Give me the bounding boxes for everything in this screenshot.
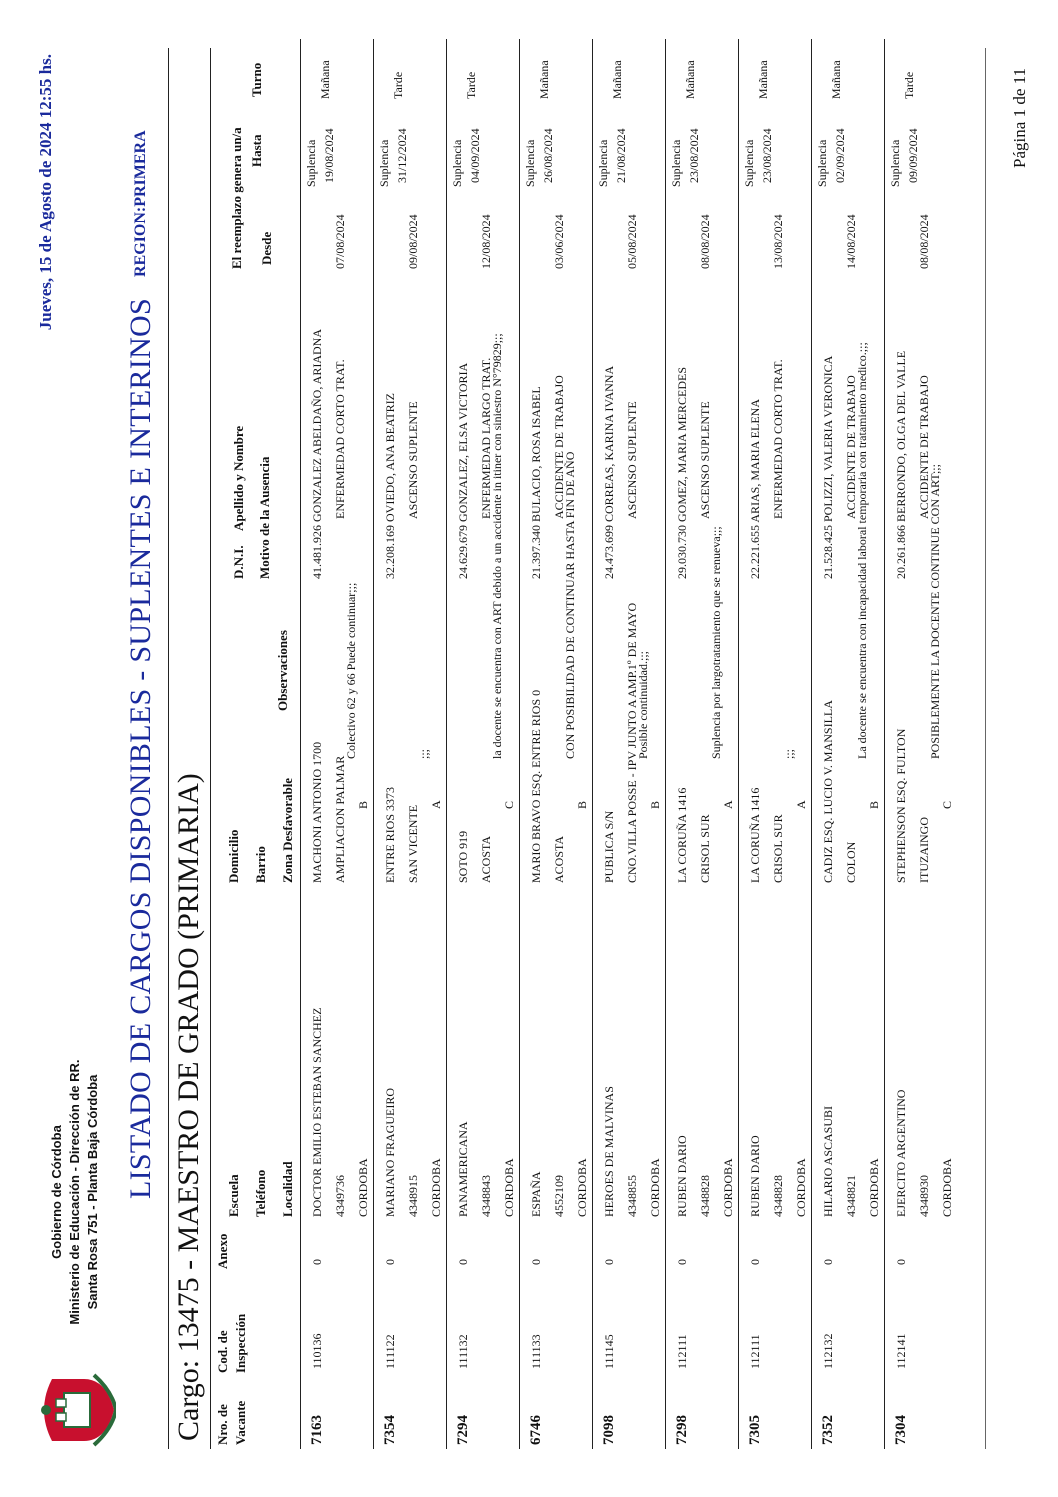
header-observaciones: Observaciones bbox=[275, 630, 290, 711]
inspeccion-code: 111122 bbox=[383, 1334, 397, 1369]
escuela-telefono: 4552109 bbox=[552, 1175, 566, 1217]
turno: Mañana bbox=[756, 60, 770, 99]
row-divider bbox=[592, 39, 593, 1449]
domicilio: SOTO 919 bbox=[456, 830, 470, 883]
motivo-ausencia: ACCIDENTE DE TRABAJO bbox=[552, 375, 566, 519]
turno: Tarde bbox=[464, 71, 478, 99]
row-divider bbox=[884, 39, 885, 1449]
header-anexo: Anexo bbox=[215, 1233, 230, 1269]
escuela-telefono: 4348828 bbox=[698, 1175, 712, 1217]
zona-desfavorable: C bbox=[940, 800, 954, 809]
escuela-telefono: 4349736 bbox=[333, 1175, 347, 1217]
observaciones: La docente se encuentra con incapacidad laboral temporaria con tratamiento medico.;;; bbox=[855, 342, 869, 759]
fecha-desde: 08/08/2024 bbox=[698, 214, 712, 269]
gov-line-1: Gobierno de Córdoba bbox=[49, 1125, 64, 1259]
turno: Tarde bbox=[391, 71, 405, 99]
fecha-desde: 14/08/2024 bbox=[844, 214, 858, 269]
dni-apellido-nombre: 24.473.699 CORREAS, KARINA IVANNA bbox=[602, 365, 616, 579]
fecha-desde: 03/06/2024 bbox=[552, 214, 566, 269]
inspeccion-code: 112132 bbox=[821, 1333, 835, 1369]
escuela-localidad: CORDOBA bbox=[648, 1158, 662, 1217]
zona-desfavorable: A bbox=[721, 800, 735, 809]
table-row bbox=[300, 39, 372, 1449]
fecha-desde: 08/08/2024 bbox=[917, 214, 931, 269]
header-divider bbox=[168, 48, 169, 1449]
reemplazo-tipo: Suplencia bbox=[523, 139, 537, 187]
table-row bbox=[665, 39, 737, 1449]
row-divider bbox=[738, 39, 739, 1449]
escuela-localidad: CORDOBA bbox=[429, 1158, 443, 1217]
header-domicilio: Domicilio Barrio Zona Desfavorable bbox=[226, 777, 295, 883]
anexo-value: 0 bbox=[748, 1259, 762, 1265]
reemplazo-tipo: Suplencia bbox=[669, 139, 683, 187]
barrio: CNO.VILLA POSSE - IPV JUNTO A AMP.1º DE MAYO bbox=[625, 602, 639, 883]
table-row bbox=[446, 39, 518, 1449]
fecha-hasta: 31/12/2024 bbox=[395, 128, 409, 183]
dni-apellido-nombre: 32.208.169 OVIEDO, ANA BEATRIZ bbox=[383, 393, 397, 579]
reemplazo-tipo: Suplencia bbox=[450, 139, 464, 187]
escuela-name: ESPAÑA bbox=[529, 1171, 543, 1217]
domicilio: MACHONI ANTONIO 1700 bbox=[310, 741, 324, 883]
fecha-desde: 09/08/2024 bbox=[406, 214, 420, 269]
inspeccion-code: 111145 bbox=[602, 1334, 616, 1369]
vacante-number: 7305 bbox=[747, 1415, 763, 1445]
zona-desfavorable: B bbox=[648, 800, 662, 809]
escuela-localidad: CORDOBA bbox=[575, 1158, 589, 1217]
gov-line-2: Ministerio de Educación - Dirección de RR. bbox=[67, 1059, 82, 1325]
barrio: ACOSTA bbox=[552, 835, 566, 883]
domicilio: MARIO BRAVO ESQ. ENTRE RIOS 0 bbox=[529, 689, 543, 883]
turno: Mañana bbox=[683, 60, 697, 99]
zona-desfavorable: A bbox=[429, 800, 443, 809]
barrio: AMPLIACION PALMAR bbox=[333, 755, 347, 883]
inspeccion-code: 111133 bbox=[529, 1334, 543, 1369]
header-hasta: Hasta bbox=[249, 134, 264, 167]
gov-line-3: Santa Rosa 751 - Planta Baja Córdoba bbox=[85, 1074, 100, 1310]
motivo-ausencia: ENFERMEDAD CORTO TRAT. bbox=[333, 359, 347, 519]
inspeccion-code: 111132 bbox=[456, 1334, 470, 1369]
dni-apellido-nombre: 21.528.425 POLIZZI, VALERIA VERONICA bbox=[821, 355, 835, 579]
barrio: ITUZAINGO bbox=[917, 817, 931, 883]
cargo-title: Cargo: 13475 - MAESTRO DE GRADO (PRIMARIA) bbox=[172, 773, 205, 1441]
escuela-telefono: 4348843 bbox=[479, 1175, 493, 1217]
anexo-value: 0 bbox=[529, 1259, 543, 1265]
vacante-number: 6746 bbox=[528, 1415, 544, 1445]
domicilio: PUBLICA S/N bbox=[602, 810, 616, 883]
escuela-telefono: 4348821 bbox=[844, 1175, 858, 1217]
anexo-value: 0 bbox=[821, 1259, 835, 1265]
header-motivo: Motivo de la Ausencia bbox=[257, 456, 272, 579]
page-title: LISTADO DE CARGOS DISPONIBLES - SUPLENTES E INTERINOS bbox=[124, 297, 157, 1200]
dni-apellido-nombre: 24.629.679 GONZALEZ, ELSA VICTORIA bbox=[456, 362, 470, 579]
escuela-localidad: CORDOBA bbox=[794, 1158, 808, 1217]
escuela-telefono: 4348828 bbox=[771, 1175, 785, 1217]
escuela-telefono: 4348855 bbox=[625, 1175, 639, 1217]
vacante-number: 7098 bbox=[601, 1415, 617, 1445]
inspeccion-code: 112111 bbox=[748, 1334, 762, 1369]
fecha-hasta: 26/08/2024 bbox=[541, 128, 555, 183]
fecha-desde: 07/08/2024 bbox=[333, 214, 347, 269]
fecha-hasta: 23/08/2024 bbox=[760, 128, 774, 183]
escuela-telefono: 4348915 bbox=[406, 1175, 420, 1217]
cordoba-coat-of-arms-icon bbox=[34, 1371, 116, 1449]
row-divider bbox=[300, 39, 301, 1449]
table-row bbox=[811, 39, 883, 1449]
table-row bbox=[592, 39, 664, 1449]
reemplazo-tipo: Suplencia bbox=[304, 139, 318, 187]
observaciones: POSIBLEMENTE LA DOCENTE CONTINUE CON ART;;; bbox=[928, 464, 942, 759]
vacante-number: 7352 bbox=[820, 1415, 836, 1445]
vacante-number: 7298 bbox=[674, 1415, 690, 1445]
report-date: Jueves, 15 de Agosto de 2024 12:55 hs. bbox=[36, 54, 55, 331]
vacante-number: 7163 bbox=[309, 1415, 325, 1445]
fecha-hasta: 09/09/2024 bbox=[906, 128, 920, 183]
inspeccion-code: 112111 bbox=[675, 1334, 689, 1369]
observaciones: la docente se encuentra con ART debido a un accidente in itiner con siniestro N°79829;;; bbox=[490, 333, 504, 759]
fecha-desde: 12/08/2024 bbox=[479, 214, 493, 269]
table-row bbox=[738, 39, 810, 1449]
ministry-header bbox=[48, 1027, 102, 1357]
reemplazo-tipo: Suplencia bbox=[815, 139, 829, 187]
domicilio: LA CORUÑA 1416 bbox=[675, 787, 689, 883]
header-dni: D.N.I. bbox=[231, 545, 246, 579]
row-divider bbox=[665, 39, 666, 1449]
barrio: CRISOL SUR bbox=[771, 814, 785, 883]
turno: Mañana bbox=[829, 60, 843, 99]
footer-divider bbox=[985, 48, 986, 1449]
escuela-name: HEROES DE MALVINAS bbox=[602, 1086, 616, 1217]
table-row bbox=[373, 39, 445, 1449]
anexo-value: 0 bbox=[383, 1259, 397, 1265]
turno: Tarde bbox=[902, 71, 916, 99]
zona-desfavorable: B bbox=[575, 800, 589, 809]
observaciones: CON POSIBILIDAD DE CONTINUAR HASTA FIN DE AÑO bbox=[563, 451, 577, 759]
dni-apellido-nombre: 20.261.866 BERRONDO, OLGA DEL VALLE bbox=[894, 350, 908, 579]
fecha-hasta: 21/08/2024 bbox=[614, 128, 628, 183]
table-row bbox=[519, 39, 591, 1449]
row-divider bbox=[811, 39, 812, 1449]
escuela-name: EJERCITO ARGENTINO bbox=[894, 1089, 908, 1217]
escuela-name: DOCTOR EMILIO ESTEBAN SANCHEZ bbox=[310, 1007, 324, 1217]
escuela-name: PANAMERICANA bbox=[456, 1121, 470, 1217]
anexo-value: 0 bbox=[456, 1259, 470, 1265]
escuela-localidad: CORDOBA bbox=[721, 1158, 735, 1217]
escuela-localidad: CORDOBA bbox=[940, 1158, 954, 1217]
escuela-name: RUBEN DARIO bbox=[748, 1135, 762, 1217]
anexo-value: 0 bbox=[310, 1259, 324, 1265]
zona-desfavorable: B bbox=[356, 800, 370, 809]
observaciones: Posible continuidad.;;; bbox=[636, 651, 650, 759]
escuela-telefono: 4348930 bbox=[917, 1175, 931, 1217]
escuela-localidad: CORDOBA bbox=[502, 1158, 516, 1217]
turno: Mañana bbox=[610, 60, 624, 99]
domicilio: LA CORUÑA 1416 bbox=[748, 787, 762, 883]
motivo-ausencia: ACCIDENTE DE TRABAJO bbox=[844, 375, 858, 519]
motivo-ausencia: ACCIDENTE DE TRABAJO bbox=[917, 375, 931, 519]
fecha-desde: 13/08/2024 bbox=[771, 214, 785, 269]
barrio: SAN VICENTE bbox=[406, 804, 420, 883]
zona-desfavorable: A bbox=[794, 800, 808, 809]
inspeccion-code: 112141 bbox=[894, 1333, 908, 1369]
barrio: CRISOL SUR bbox=[698, 814, 712, 883]
zona-desfavorable: C bbox=[502, 800, 516, 809]
page-number: Página 1 de 11 bbox=[1010, 68, 1029, 168]
anexo-value: 0 bbox=[602, 1259, 616, 1265]
anexo-value: 0 bbox=[675, 1259, 689, 1265]
fecha-hasta: 02/09/2024 bbox=[833, 128, 847, 183]
reemplazo-tipo: Suplencia bbox=[888, 139, 902, 187]
vacante-number: 7354 bbox=[382, 1415, 398, 1445]
dni-apellido-nombre: 22.221.655 ARIAS, MARIA ELENA bbox=[748, 398, 762, 579]
vacante-number: 7294 bbox=[455, 1415, 471, 1445]
escuela-name: HILARIO ASCASUBI bbox=[821, 1105, 835, 1217]
observaciones: ;;; bbox=[417, 748, 431, 759]
reemplazo-tipo: Suplencia bbox=[742, 139, 756, 187]
row-divider bbox=[519, 39, 520, 1449]
motivo-ausencia: ENFERMEDAD CORTO TRAT. bbox=[771, 359, 785, 519]
escuela-localidad: CORDOBA bbox=[356, 1158, 370, 1217]
header-nro: Nro. de Vacante bbox=[215, 1400, 248, 1445]
table-row bbox=[884, 39, 956, 1449]
turno: Mañana bbox=[537, 60, 551, 99]
header-turno: Turno bbox=[249, 62, 264, 97]
domicilio: STEPHENSON ESQ. FULTON bbox=[894, 728, 908, 883]
anexo-value: 0 bbox=[894, 1259, 908, 1265]
reemplazo-tipo: Suplencia bbox=[596, 139, 610, 187]
turno: Mañana bbox=[318, 60, 332, 99]
dni-apellido-nombre: 29.030.730 GOMEZ, MARIA MERCEDES bbox=[675, 366, 689, 579]
motivo-ausencia: ASCENSO SUPLENTE bbox=[625, 401, 639, 519]
row-divider bbox=[446, 39, 447, 1449]
observaciones: ;;; bbox=[782, 748, 796, 759]
dni-apellido-nombre: 41.481.926 GONZALEZ ABELDAÑO, ARIADNA bbox=[310, 329, 324, 579]
motivo-ausencia: ENFERMEDAD LARGO TRAT. bbox=[479, 357, 493, 519]
escuela-localidad: CORDOBA bbox=[867, 1158, 881, 1217]
fecha-hasta: 23/08/2024 bbox=[687, 128, 701, 183]
row-divider bbox=[373, 39, 374, 1449]
zona-desfavorable: B bbox=[867, 800, 881, 809]
header-cod: Cod. de Inspección bbox=[215, 1313, 248, 1373]
header-escuela: Escuela Teléfono Localidad bbox=[226, 1161, 295, 1217]
domicilio: ENTRE RIOS 3373 bbox=[383, 787, 397, 883]
dni-apellido-nombre: 21.397.340 BULACIO, ROSA ISABEL bbox=[529, 386, 543, 579]
header-apellido: Apellido y Nombre bbox=[231, 425, 246, 531]
reemplazo-tipo: Suplencia bbox=[377, 139, 391, 187]
motivo-ausencia: ASCENSO SUPLENTE bbox=[406, 401, 420, 519]
escuela-name: MARIANO FRAGUEIRO bbox=[383, 1087, 397, 1217]
observaciones: Colectivo 62 y 66 Puede continuar;;; bbox=[344, 582, 358, 759]
domicilio: CADIZ ESQ. LUCIO V. MANSILLA bbox=[821, 700, 835, 883]
fecha-hasta: 04/09/2024 bbox=[468, 128, 482, 183]
motivo-ausencia: ASCENSO SUPLENTE bbox=[698, 401, 712, 519]
fecha-hasta: 19/08/2024 bbox=[322, 128, 336, 183]
header-reemplazo: El reemplazo genera un/a bbox=[229, 127, 244, 269]
observaciones: Suplencia por largotratamiento que se renueva;;; bbox=[709, 526, 723, 759]
cargo-divider bbox=[210, 48, 211, 1449]
header-desde: Desde bbox=[259, 231, 274, 265]
inspeccion-code: 110136 bbox=[310, 1333, 324, 1369]
fecha-desde: 05/08/2024 bbox=[625, 214, 639, 269]
vacante-number: 7304 bbox=[893, 1415, 909, 1445]
barrio: ACOSTA bbox=[479, 835, 493, 883]
escuela-name: RUBEN DARIO bbox=[675, 1135, 689, 1217]
region-label: REGION:PRIMERA bbox=[132, 130, 149, 277]
barrio: COLON bbox=[844, 841, 858, 883]
